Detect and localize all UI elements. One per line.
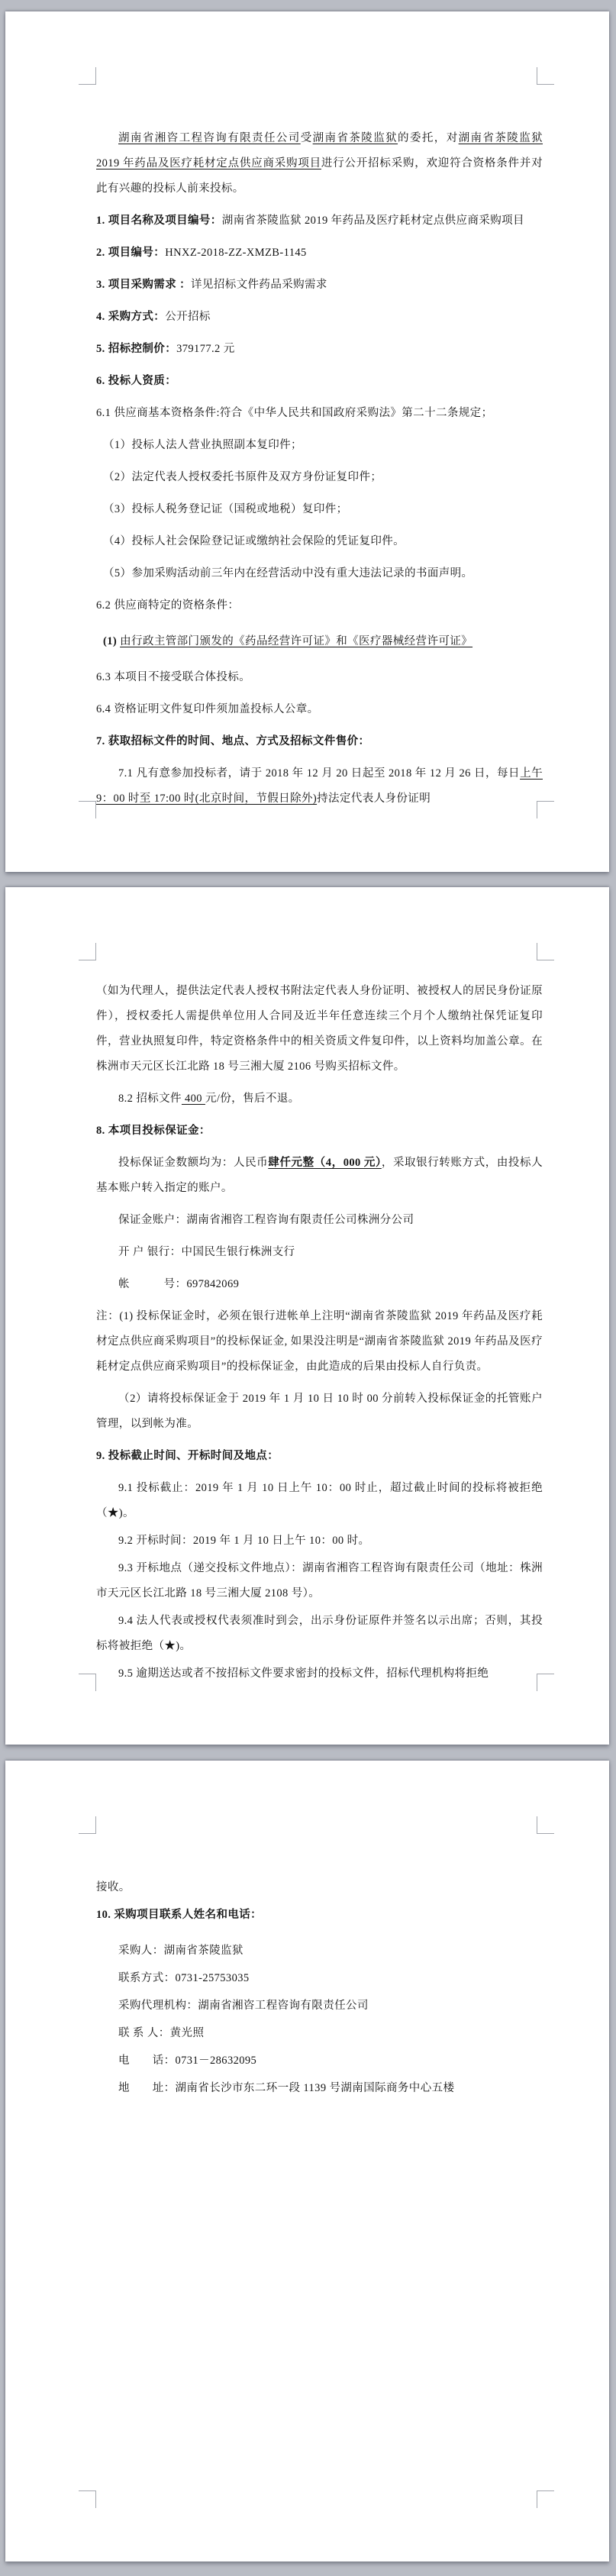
text-run: 持法定代表人身份证明 xyxy=(317,792,431,805)
text-run: 元/份，售后不退。 xyxy=(205,1093,300,1105)
text-run: 400 xyxy=(181,1093,205,1105)
paragraph xyxy=(96,1119,543,1144)
text-run: 详见招标文件药品采购需求 xyxy=(191,279,327,291)
text-run: （2）法定代表人授权委托书原件及双方身份证复印件； xyxy=(103,471,382,483)
paragraph xyxy=(96,1476,543,1526)
paragraph xyxy=(96,1240,543,1265)
text-run: 电 话：0731－28632095 xyxy=(118,2055,257,2067)
paragraph xyxy=(96,2021,543,2046)
paragraph xyxy=(96,465,543,490)
paragraph xyxy=(96,1386,543,1437)
paragraph xyxy=(96,126,543,202)
text-run: 4. 采购方式： xyxy=(96,311,166,323)
text-run: 由行政主管部门颁发的《药品经营许可证》和《医疗器械经营许可证》 xyxy=(120,635,473,647)
text-run: 联系方式：0731-25753035 xyxy=(118,1972,250,1984)
text-run: 6.4 资格证明文件复印件须加盖投标人公章。 xyxy=(96,703,319,715)
text-run: 肆仟元整（4，000 元） xyxy=(268,1157,382,1169)
text-run: 接收。 xyxy=(96,1881,131,1893)
margin-mark-bl xyxy=(79,2490,96,2508)
text-run: 投标保证金数额均为：人民币 xyxy=(118,1157,269,1169)
paragraph xyxy=(96,2076,543,2101)
text-run: 联 系 人：黄光照 xyxy=(118,2027,205,2039)
text-run: 5. 招标控制价： xyxy=(96,343,177,355)
paragraph xyxy=(96,1875,543,1900)
paragraph xyxy=(96,629,543,654)
text-run: 9. 投标截止时间、开标时间及地点： xyxy=(96,1450,279,1462)
document-page-2 xyxy=(5,887,609,1745)
text-run: 受 xyxy=(300,132,313,144)
paragraph xyxy=(96,761,543,812)
text-run: 9.5 逾期送达或者不按招标文件要求密封的投标文件，招标代理机构将拒绝 xyxy=(118,1667,489,1680)
margin-mark-tl xyxy=(79,943,96,960)
paragraph xyxy=(96,1938,543,1964)
text-run: （2）请将投标保证金于 2019 年 1 月 10 日 10 时 00 分前转入投标保证金的托管账户管理，以到帐为准。 xyxy=(96,1393,543,1430)
paragraph xyxy=(96,1151,543,1201)
text-run: 上午 9：00 时至 17:00 时(北京时间，节假日除外) xyxy=(96,767,543,805)
text-run: 9.4 法人代表或授权代表须准时到会，出示身份证原件并签名以示出席；否则，其投标将被拒绝（★)。 xyxy=(96,1615,543,1652)
margin-mark-tl xyxy=(79,1816,96,1834)
paragraph xyxy=(96,401,543,426)
paragraph xyxy=(96,529,543,554)
text-run: 8.2 招标文件 xyxy=(118,1093,182,1105)
document-page-3 xyxy=(5,1761,609,2561)
text-run: 湖南省湘咨工程咨询有限责任公司 xyxy=(118,132,301,144)
page-text-area xyxy=(96,1761,543,2101)
text-run: （3）投标人税务登记证（国税或地税）复印件； xyxy=(103,503,348,515)
paragraph xyxy=(96,697,543,722)
text-run: （5）参加采购活动前三年内在经营活动中没有重大违法记录的书面声明。 xyxy=(103,567,473,579)
text-run: 公开招标 xyxy=(165,311,211,323)
paragraph xyxy=(96,240,543,266)
text-run: 6.3 本项目不接受联合体投标。 xyxy=(96,671,251,683)
text-run: 湖南省茶陵监狱 xyxy=(312,132,398,144)
paragraph xyxy=(96,1444,543,1469)
document-page-1 xyxy=(5,11,609,872)
margin-mark-tl xyxy=(79,67,96,85)
text-run: 9.2 开标时间：2019 年 1 月 10 日上午 10：00 时。 xyxy=(118,1535,370,1547)
paragraph xyxy=(96,1966,543,1991)
text-run: 6.2 供应商特定的资格条件： xyxy=(96,599,240,612)
paragraph xyxy=(96,979,543,1080)
text-run: （4）投标人社会保险登记证或缴纳社会保险的凭证复印件。 xyxy=(103,535,405,547)
margin-mark-bl xyxy=(79,801,96,818)
page-text-area xyxy=(96,11,543,812)
paragraph xyxy=(96,2048,543,2074)
text-run: （如为代理人，提供法定代表人授权书附法定代表人身份证明、被授权人的居民身份证原件），授权委托人需提供单位用人合同及近半年任意连续三个月个人缴纳社保凭证复印件，营业执照复印件，特定资格条件中的相关资质文件复印件，以上资料均加盖公章。在株洲市天元区长江北路 18 号三湘大厦 2106 号购买招标文件。 xyxy=(96,985,543,1073)
paragraph xyxy=(96,1556,543,1606)
paragraph xyxy=(96,337,543,362)
paragraph xyxy=(96,665,543,690)
text-run: 湖南省茶陵监狱 2019 年药品及医疗耗材定点供应商采购项目 xyxy=(221,215,524,227)
paragraph xyxy=(96,561,543,586)
text-run: 7.1 凡有意参加投标者，请于 2018 年 12 月 20 日起至 2018 年 12 月 26 日，每日 xyxy=(118,767,521,780)
text-run: 2. 项目编号： xyxy=(96,247,166,259)
text-run: 6.1 供应商基本资格条件:符合《中华人民共和国政府采购法》第二十二条规定； xyxy=(96,407,493,419)
paragraph xyxy=(96,273,543,298)
paragraph xyxy=(96,369,543,394)
text-run: 9.3 开标地点（递交投标文件地点）：湖南省湘咨工程咨询有限责任公司（地址：株洲市天元区长江北路 18 号三湘大厦 2108 号）。 xyxy=(96,1562,543,1600)
page-text-area xyxy=(96,887,543,1687)
text-run: （1）投标人法人营业执照副本复印件； xyxy=(103,439,302,451)
text-run: 湖南省茶陵监狱 2019 年药品及医疗耗材定点供应商采购项目 xyxy=(96,132,543,169)
paragraph xyxy=(96,1272,543,1297)
text-run: 注：(1) 投标保证金时，必须在银行进帐单上注明“湖南省茶陵监狱 2019 年药品及医疗耗材定点供应商采购项目”的投标保证金, 如果没注明是“湖南省茶陵监狱 2019 年药品及医疗耗材定点供应商采购项目”的投标保证金，由此造成的后果由投标人自行负责。 xyxy=(96,1310,543,1373)
paragraph xyxy=(96,593,543,618)
text-run: 开 户 银行：中国民生银行株洲支行 xyxy=(118,1246,295,1258)
paragraph xyxy=(96,1208,543,1233)
text-run: 10. 采购项目联系人姓名和电话： xyxy=(96,1909,263,1921)
text-run: (1) xyxy=(103,635,121,647)
paragraph xyxy=(96,433,543,458)
paragraph xyxy=(96,1903,543,1928)
margin-mark-bl xyxy=(79,1674,96,1691)
paragraph xyxy=(96,1661,543,1687)
text-run: 保证金账户：湖南省湘咨工程咨询有限责任公司株洲分公司 xyxy=(118,1214,414,1226)
paragraph xyxy=(96,497,543,522)
text-run: ，采取银行转账方式，由投标人基本账户转入指定的账户。 xyxy=(96,1157,543,1194)
paragraph xyxy=(96,208,543,234)
text-run: 6. 投标人资质： xyxy=(96,375,177,387)
paragraph xyxy=(96,305,543,330)
text-run: 的委托，对 xyxy=(398,132,459,144)
text-run: 7. 获取招标文件的时间、地点、方式及招标文件售价： xyxy=(96,735,370,747)
text-run: 采购人：湖南省茶陵监狱 xyxy=(118,1945,243,1957)
text-run: 1. 项目名称及项目编号： xyxy=(96,215,222,227)
text-run: 8. 本项目投标保证金： xyxy=(96,1125,211,1137)
text-run: 9.1 投标截止：2019 年 1 月 10 日上午 10：00 时止，超过截止时间的投标将被拒绝（★)。 xyxy=(96,1482,543,1519)
text-run: 379177.2 元 xyxy=(176,343,235,355)
margin-mark-br xyxy=(537,2490,554,2508)
text-run: HNXZ-2018-ZZ-XMZB-1145 xyxy=(165,247,307,259)
paragraph xyxy=(96,1993,543,2019)
paragraph xyxy=(96,1609,543,1659)
paragraph xyxy=(96,1528,543,1554)
text-run: 3. 项目采购需求 ： xyxy=(96,279,192,291)
text-run: 地 址：湖南省长沙市东二环一段 1139 号湖南国际商务中心五楼 xyxy=(118,2082,455,2094)
paragraph xyxy=(96,729,543,754)
text-run: 帐 号：697842069 xyxy=(118,1278,240,1290)
text-run: 采购代理机构：湖南省湘咨工程咨询有限责任公司 xyxy=(118,2000,369,2012)
paragraph xyxy=(96,1086,543,1112)
text-run: 进行公开招标采购，欢迎符合资格条件并对此有兴趣的投标人前来投标。 xyxy=(96,157,543,195)
paragraph xyxy=(96,1304,543,1380)
